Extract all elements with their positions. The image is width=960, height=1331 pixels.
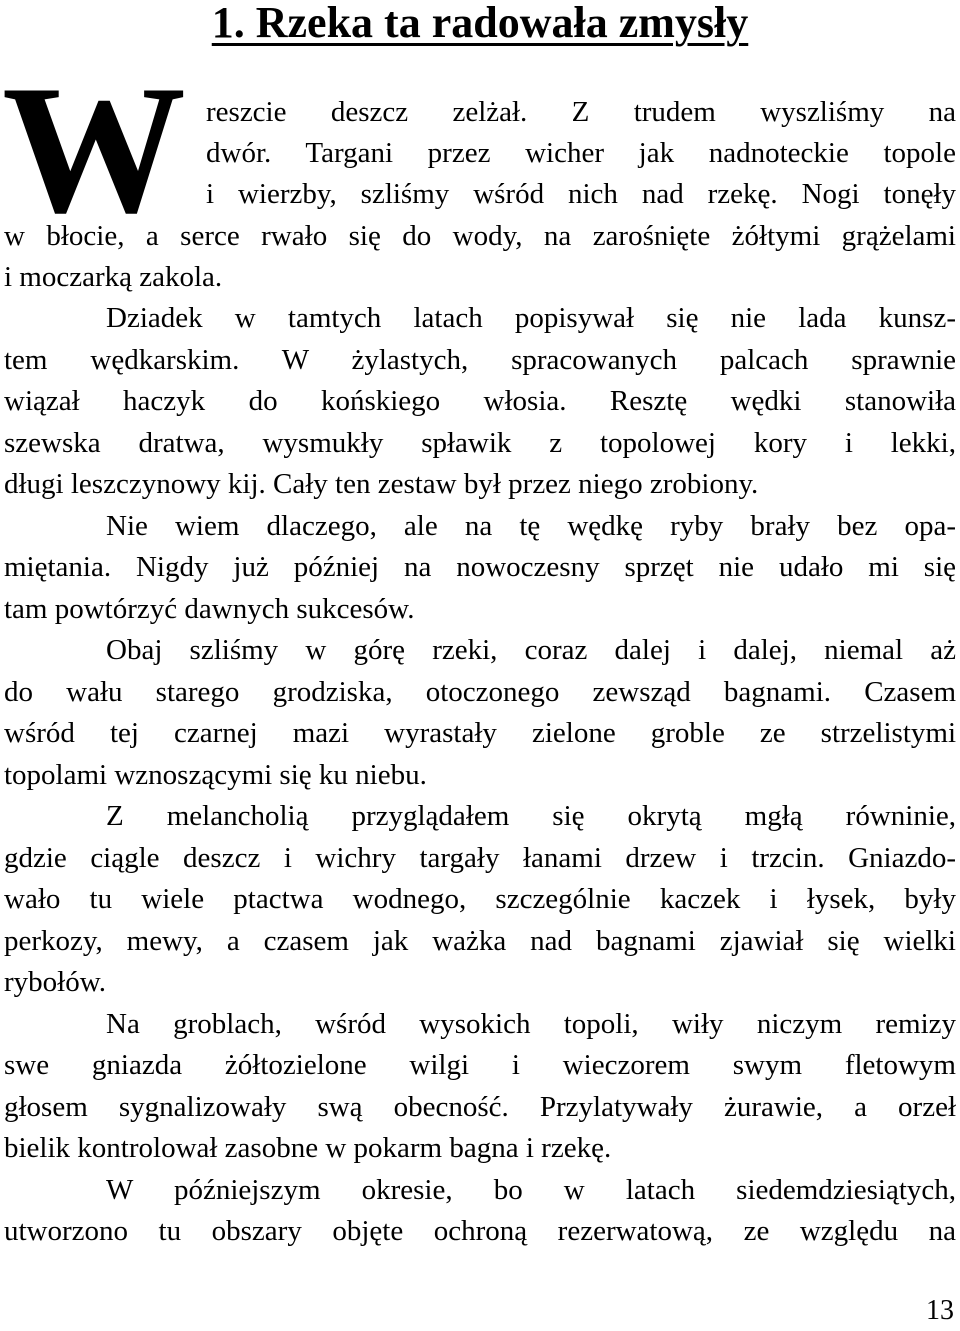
text-line: Obaj szliśmy w górę rzeki, coraz dalej i dalej, niemal aż	[106, 634, 956, 666]
text-line: bielik kontrolował zasobne w pokarm bagna i rzekę.	[4, 1132, 612, 1164]
text-line: i moczarką zakola.	[4, 261, 223, 293]
text-line: Na groblach, wśród wysokich topoli, wiły niczym remizy	[106, 1008, 956, 1040]
text-line: miętania. Nigdy już później na nowoczesny sprzęt nie udało mi się	[4, 551, 956, 583]
text-line: Z melancholią przyglądałem się okrytą mgłą równinie,	[106, 800, 956, 832]
text-line: utworzono tu obszary objęte ochroną rezerwatową, ze względu na	[4, 1215, 956, 1247]
text-line: wśród tej czarnej mazi wyrastały zielone groble ze strzelistymi	[4, 717, 956, 749]
text-line: do wału starego grodziska, otoczonego zewsząd bagnami. Czasem	[4, 676, 956, 708]
text-line: szewska dratwa, wysmukły spławik z topolowej kory i lekki,	[4, 427, 956, 459]
text-line: rybołów.	[4, 966, 107, 998]
text-line: reszcie deszcz zelżał. Z trudem wyszliśmy na	[206, 96, 956, 128]
text-line: Dziadek w tamtych latach popisywał się nie lada kunsz-	[106, 302, 956, 334]
text-line: tem wędkarskim. W żylastych, spracowanych palcach sprawnie	[4, 344, 956, 376]
text-line: i wierzby, szliśmy wśród nich nad rzekę. Nogi tonęły	[206, 178, 956, 210]
text-line: topolami wznoszącymi się ku niebu.	[4, 759, 427, 791]
page-number: 13	[926, 1295, 954, 1326]
text-line: perkozy, mewy, a czasem jak ważka nad bagnami zjawiał się wielki	[4, 925, 956, 957]
text-line: wiązał haczyk do końskiego włosia. Resztę wędki stanowiła	[4, 385, 956, 417]
text-line: W późniejszym okresie, bo w latach siedemdziesiątych,	[106, 1174, 956, 1206]
text-line: swe gniazda żółtozielone wilgi i wieczorem swym fletowym	[4, 1049, 956, 1081]
text-line: głosem sygnalizowały swą obecność. Przylatywały żurawie, a orzeł	[4, 1091, 956, 1123]
text-line: dwór. Targani przez wicher jak nadnoteckie topole	[206, 137, 956, 169]
text-line: wało tu wiele ptactwa wodnego, szczególnie kaczek i łysek, były	[4, 883, 956, 915]
text-line: w błocie, a serce rwało się do wody, na zarośnięte żółtymi grążelami	[4, 220, 956, 252]
chapter-title: 1. Rzeka ta radowała zmysły	[211, 0, 749, 47]
text-line: tam powtórzyć dawnych sukcesów.	[4, 593, 415, 625]
text-line: długi leszczynowy kij. Cały ten zestaw był przez niego zrobiony.	[4, 468, 759, 500]
drop-cap-letter: W	[2, 47, 182, 251]
text-line: gdzie ciągle deszcz i wichry targały łanami drzew i trzcin. Gniazdo-	[4, 842, 956, 874]
text-line: Nie wiem dlaczego, ale na tę wędkę ryby brały bez opa-	[106, 510, 956, 542]
